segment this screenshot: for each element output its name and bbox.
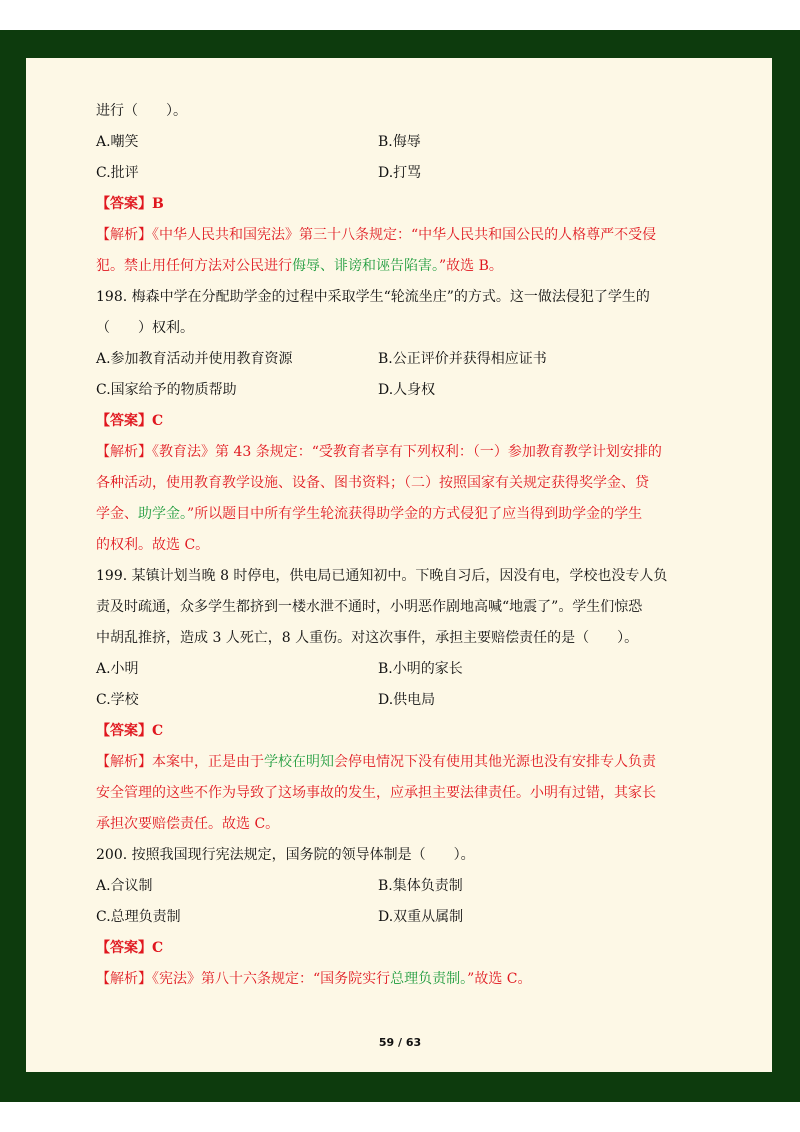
q199-option-b: B.小明的家长	[378, 661, 463, 677]
q199-analysis-line2: 安全管理的这些不作为导致了这场事故的发生，应承担主要法律责任。小明有过错，其家长	[96, 785, 656, 801]
q199-option-d: D.供电局	[378, 692, 436, 708]
q198-option-a: A.参加教育活动并使用教育资源	[96, 351, 293, 367]
q200-answer: 【答案】C	[96, 940, 164, 956]
q198-options-row2	[96, 375, 676, 406]
q199-stem-line3: 中胡乱推挤，造成 3 人死亡，8 人重伤。对这次事件，承担主要赔偿责任的是（ ）。	[96, 630, 639, 646]
q198-stem-line1: 198. 梅森中学在分配助学金的过程中采取学生“轮流坐庄”的方式。这一做法侵犯了学生的	[96, 289, 650, 305]
q200-analysis: 【解析】《宪法》第八十六条规定：“国务院实行总理负责制。”故选 C。	[96, 971, 532, 987]
q200-options-row2	[96, 902, 676, 933]
q200-option-b: B.集体负责制	[378, 878, 463, 894]
q197-option-d: D.打骂	[378, 165, 422, 181]
q197-stem: 进行（ ）。	[96, 103, 187, 119]
q198-analysis-line4: 的权利。故选 C。	[96, 537, 210, 553]
q199-options-row1	[96, 654, 676, 685]
q198-option-d: D.人身权	[378, 382, 436, 398]
q197-analysis-line2: 犯。禁止用任何方法对公民进行侮辱、诽谤和诬告陷害。”故选 B。	[96, 258, 503, 274]
q200-highlight: 总理负责制。	[390, 971, 468, 987]
q197-options-row2	[96, 158, 676, 189]
q199-analysis-line1: 【解析】本案中，正是由于学校在明知会停电情况下没有使用其他光源也没有安排专人负责	[96, 754, 656, 770]
q197-option-a: A.嘲笑	[96, 134, 139, 150]
q200-options-row1	[96, 871, 676, 902]
q197-option-c: C.批评	[96, 165, 139, 181]
q197-highlight: 侮辱、诽谤和诬告陷害。	[292, 258, 439, 274]
q198-highlight: 助学金。	[138, 506, 187, 522]
q198-stem-line2: （ ）权利。	[96, 320, 194, 336]
q198-analysis-line2: 各种活动，使用教育教学设施、设备、图书资料；（二）按照国家有关规定获得奖学金、贷	[96, 475, 649, 491]
q200-option-a: A.合议制	[96, 878, 153, 894]
q200-option-c: C.总理负责制	[96, 909, 181, 925]
q199-stem-line1: 199. 某镇计划当晚 8 时停电，供电局已通知初中。下晚自习后，因没有电，学校也没专人负	[96, 568, 668, 584]
q197-answer: 【答案】B	[96, 196, 164, 212]
q198-analysis-line1: 【解析】《教育法》第 43 条规定：“受教育者享有下列权利：（一）参加教育教学计划安排的	[96, 444, 662, 460]
q198-analysis-line3: 学金、助学金。”所以题目中所有学生轮流获得助学金的方式侵犯了应当得到助学金的学生	[96, 506, 643, 522]
q199-options-row2	[96, 685, 676, 716]
q199-analysis-line3: 承担次要赔偿责任。故选 C。	[96, 816, 280, 832]
q199-stem-line2: 责及时疏通，众多学生都挤到一楼水泄不通时，小明恶作剧地高喊“地震了”。学生们惊恐	[96, 599, 643, 615]
q198-option-b: B.公正评价并获得相应证书	[378, 351, 547, 367]
q198-answer: 【答案】C	[96, 413, 164, 429]
q198-option-c: C.国家给予的物质帮助	[96, 382, 237, 398]
q199-option-c: C.学校	[96, 692, 139, 708]
q200-stem: 200. 按照我国现行宪法规定，国务院的领导体制是（ ）。	[96, 847, 475, 863]
q199-option-a: A.小明	[96, 661, 139, 677]
q197-analysis-line1: 【解析】《中华人民共和国宪法》第三十八条规定：“中华人民共和国公民的人格尊严不受侵	[96, 227, 657, 243]
q198-options-row1	[96, 344, 676, 375]
q197-options-row1	[96, 127, 676, 158]
page-content	[96, 96, 676, 995]
q199-highlight: 学校在明知	[264, 754, 334, 770]
q199-answer: 【答案】C	[96, 723, 164, 739]
q200-option-d: D.双重从属制	[378, 909, 464, 925]
q197-option-b: B.侮辱	[378, 134, 421, 150]
page-number: 59 / 63	[378, 1036, 422, 1049]
